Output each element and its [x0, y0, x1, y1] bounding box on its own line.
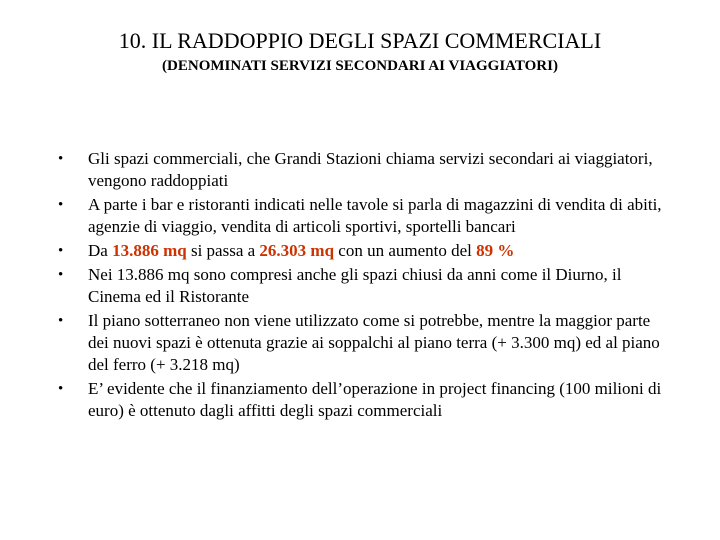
- bullet-item-5: [54, 310, 664, 376]
- bullet-item-2: [54, 194, 664, 238]
- bullet-text: Gli spazi commerciali, che Grandi Stazioni chiama servizi secondari ai viaggiatori, vengono raddoppiati: [88, 149, 653, 190]
- bullet-text: A parte i bar e ristoranti indicati nelle tavole si parla di magazzini di vendita di abiti, agenzie di viaggio, vendita di articoli sportivi, sportelli bancari: [88, 195, 662, 236]
- bullet-text: E’ evidente che il finanziamento dell’operazione in project financing (100 milioni di euro) è ottenuto dagli affitti degli spazi commerciali: [88, 379, 662, 420]
- bullet-dot-icon: •: [58, 151, 64, 167]
- bullet-text: Nei 13.886 mq sono compresi anche gli spazi chiusi da anni come il Diurno, il Cinema ed il Ristorante: [88, 265, 622, 306]
- bullet-text: Il piano sotterraneo non viene utilizzato come si potrebbe, mentre la maggior parte dei nuovi spazi è ottenuta grazie ai soppalchi al piano terra (+ 3.300 mq) ed al piano del ferro (+ 3.218 mq): [88, 311, 660, 374]
- bullet-item-4: [54, 264, 664, 308]
- bullet-text-middle2: con un aumento del: [334, 241, 477, 260]
- bullet-dot-icon: •: [58, 197, 64, 213]
- area-from-value: 13.886 mq: [112, 241, 187, 260]
- bullet-dot-icon: •: [58, 243, 64, 259]
- bullet-item-6: [54, 378, 664, 422]
- bullet-list: [54, 148, 664, 424]
- bullet-dot-icon: •: [58, 381, 64, 397]
- slide-title: 10. IL RADDOPPIO DEGLI SPAZI COMMERCIALI: [118, 28, 602, 53]
- increase-percent: 89 %: [476, 241, 515, 260]
- area-to-value: 26.303 mq: [259, 241, 335, 260]
- bullet-dot-icon: •: [58, 313, 64, 329]
- bullet-text-middle: si passa a: [186, 241, 260, 260]
- bullet-item-3: [54, 240, 664, 262]
- bullet-text-prefix: Da: [88, 241, 113, 260]
- bullet-dot-icon: •: [58, 267, 64, 283]
- slide-subtitle: (DENOMINATI SERVIZI SECONDARI AI VIAGGIATORI): [162, 58, 558, 74]
- bullet-item-1: [54, 148, 664, 192]
